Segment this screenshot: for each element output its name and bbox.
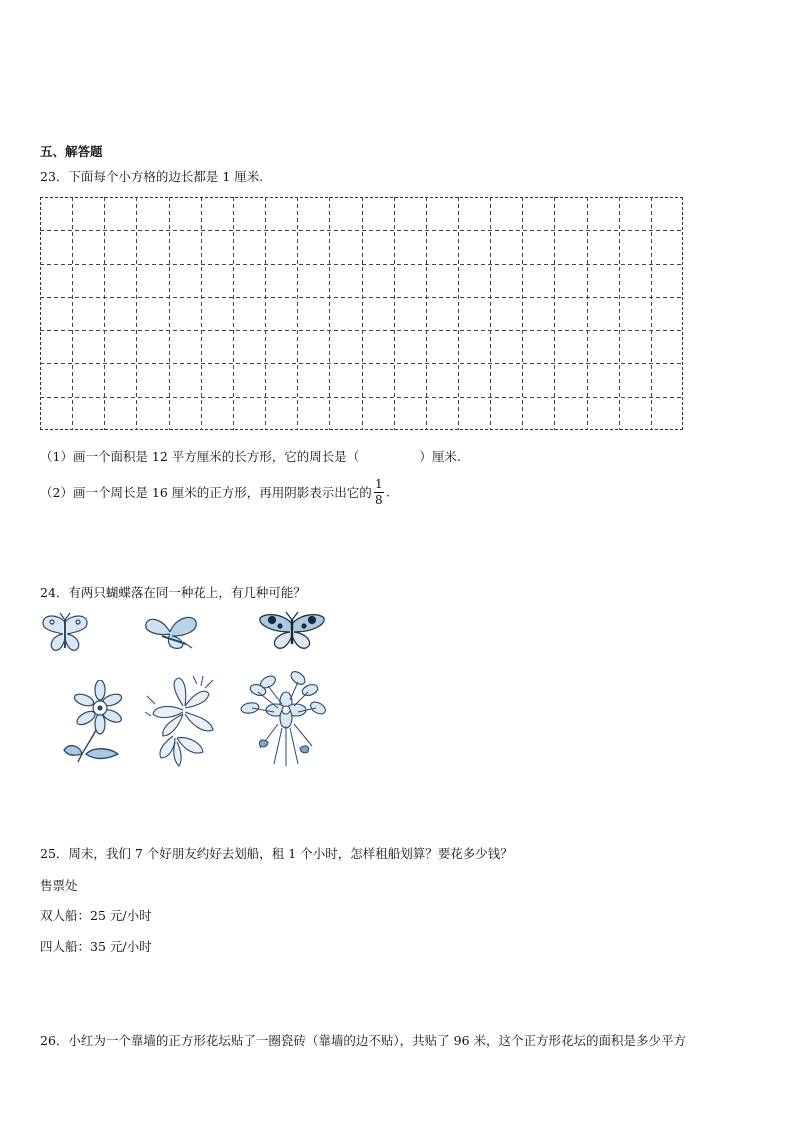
butterfly-icon-1 <box>40 612 90 656</box>
q23-part2-period: . <box>385 484 390 500</box>
q24-stem: 24．有两只蝴蝶落在同一种花上，有几种可能？ <box>40 585 306 600</box>
double-boat-price: 双人船：25 元/小时 <box>40 908 152 923</box>
q23-part2-text: （2）画一个周长是 16 厘米的正方形，再用阴影表示出它的 <box>40 485 372 501</box>
q23-stem: 23．下面每个小方格的边长都是 1 厘米. <box>40 169 264 184</box>
q26-stem: 26．小红为一个靠墙的正方形花坛贴了一圈瓷砖（靠墙的边不贴），共贴了 96 米，这个正方形花坛的面积是多少平方 <box>40 1033 687 1048</box>
section-title: 五、解答题 <box>40 144 103 159</box>
q23-grid <box>40 197 683 430</box>
lily-icon <box>143 676 225 768</box>
daisy-icon <box>60 680 122 766</box>
bouquet-icon <box>238 668 328 768</box>
butterfly-icon-2 <box>140 612 200 652</box>
fraction <box>374 478 384 506</box>
q23-part1-unit: ）厘米. <box>419 449 461 464</box>
fraction-denominator: 8 <box>374 492 383 507</box>
q25-stem: 25．周末，我们 7 个好朋友约好去划船，租 1 个小时，怎样租船划算？要花多少钱？ <box>40 846 513 861</box>
butterfly-icon-3 <box>256 610 328 654</box>
q23-part2 <box>40 478 390 506</box>
q23-part1-text: （1）画一个面积是 12 平方厘米的长方形，它的周长是（ <box>40 449 360 464</box>
ticket-office-label: 售票处 <box>40 878 78 893</box>
quad-boat-price: 四人船：35 元/小时 <box>40 939 152 954</box>
q23-part1 <box>40 447 461 465</box>
grid-lines <box>40 197 683 430</box>
fraction-numerator: 1 <box>374 477 383 491</box>
